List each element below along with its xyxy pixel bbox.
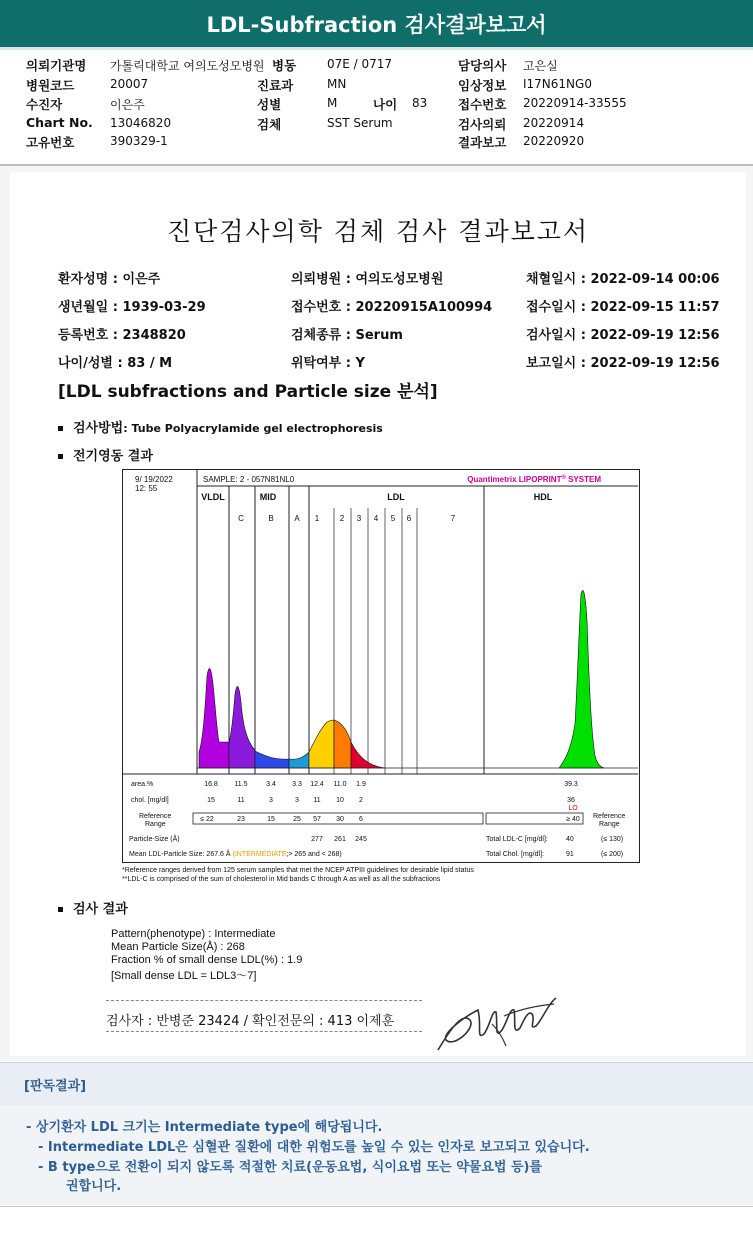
patient-field: 의뢰병원 : 여의도성모병원 [291, 272, 444, 287]
order-info [0, 52, 753, 164]
particle-size-label: Particle-Size (Å) [129, 836, 180, 843]
judgement-line: - B type으로 전환이 되지 않도록 적절한 치료(운동요법, 식이요법 또는 약물요법 등)를 [38, 1160, 543, 1175]
page-title [0, 0, 753, 50]
patient-field: 생년월일 : 1939-03-29 [58, 300, 206, 315]
chart-svg [123, 470, 639, 862]
band-label: 3 [356, 514, 362, 523]
curve-mid-c [229, 686, 255, 768]
particle-size-value: 277 [311, 836, 323, 843]
info-value: 20220914 [523, 116, 585, 130]
curve-ldl2 [334, 720, 351, 768]
band-label: 6 [406, 514, 412, 523]
info-label: 의뢰기관명 [26, 58, 87, 73]
ref-value: 25 [293, 816, 301, 823]
band-label: C [238, 514, 244, 523]
ref-label: Reference [139, 813, 172, 820]
ref-label: Range [599, 821, 620, 828]
electrophoresis-label: 전기영동 결과 [73, 449, 153, 464]
chol-value: 11 [313, 797, 321, 804]
info-label: 검사의뢰 [458, 117, 507, 132]
judgement-line: - Intermediate LDL은 심혈관 질환에 대한 위험도를 높일 수 있는 인자로 보고되고 있습니다. [38, 1140, 590, 1155]
area-value: 11.0 [333, 781, 347, 788]
total-ldl-value: 40 [566, 836, 574, 843]
method-value: : Tube Polyacrylamide gel electrophoresis [123, 422, 383, 435]
info-value: 20220920 [523, 134, 585, 148]
signature-icon [432, 990, 562, 1058]
ref-value: 6 [359, 816, 363, 823]
area-label: area.% [131, 781, 154, 788]
report-title: 진단검사의학 검체 검사 결과보고서 [166, 217, 590, 246]
total-chol-label: Total Chol. [mg/dl]: [486, 851, 544, 858]
total-chol-value: 91 [566, 851, 574, 858]
divider [106, 1031, 422, 1032]
divider [106, 1000, 422, 1001]
curve-mid-b [255, 751, 289, 768]
judgement-header [0, 1062, 753, 1106]
chol-value: 11 [237, 797, 245, 804]
group-label-hdl: HDL [533, 492, 553, 502]
info-value: I17N61NG0 [523, 77, 592, 91]
area-value: 3.3 [292, 781, 302, 788]
electrophoresis-heading [58, 445, 153, 464]
total-ldl-label: Total LDL-C [mg/dl]: [486, 836, 548, 843]
area-value: 3.4 [266, 781, 276, 788]
info-value: 07E / 0717 [327, 57, 393, 71]
method-label: 검사방법 [73, 421, 124, 436]
result-line: [Small dense LDL = LDL3～7] [111, 970, 257, 982]
total-ldl-ref: (≤ 130) [601, 836, 624, 843]
info-value: 20007 [110, 77, 149, 91]
info-value: SST Serum [327, 116, 393, 130]
patient-field: 검사일시 : 2022-09-19 12:56 [526, 328, 720, 343]
band-label: B [268, 514, 274, 523]
patient-field: 접수번호 : 20220915A100994 [291, 300, 493, 315]
chart-sample-id: SAMPLE: 2 - 057N81NL0 [203, 475, 295, 484]
bullet-icon [58, 907, 63, 912]
divider [0, 1206, 753, 1207]
ref-value: 15 [267, 816, 275, 823]
info-label: 진료과 [257, 78, 294, 93]
area-value: 12.4 [310, 781, 324, 788]
info-label: 병원코드 [26, 78, 75, 93]
total-chol-ref: (≤ 200) [601, 851, 624, 858]
chart-date: 9/ 19/2022 [135, 475, 173, 484]
info-value: 고은실 [523, 59, 558, 73]
group-label-vldl: VLDL [201, 492, 225, 502]
info-label: 나이 [373, 97, 398, 112]
chol-value: 3 [269, 797, 273, 804]
judgement-line: 권합니다. [66, 1179, 122, 1194]
band-label: 5 [390, 514, 396, 523]
mean-particle-size: Mean LDL-Particle Size: 267.6 Å (INTERMEDIATE;> 265 and < 268) [129, 851, 342, 858]
info-label: 수진자 [26, 97, 63, 112]
ref-label: Reference [593, 813, 626, 820]
patient-field: 채혈일시 : 2022-09-14 00:06 [526, 272, 720, 287]
info-value: M [327, 96, 338, 110]
ref-value: 23 [237, 816, 245, 823]
info-label: 접수번호 [458, 97, 507, 112]
band-label: 2 [339, 514, 345, 523]
info-value: 83 [412, 96, 428, 110]
info-value: 가톨릭대학교 여의도성모병원 [110, 59, 265, 73]
judgement-title: [판독결과] [24, 1079, 87, 1094]
signer-line: 검사자 : 반병준 23424 / 확인전문의 : 413 이제훈 [106, 1014, 395, 1029]
chol-value: 3 [295, 797, 299, 804]
area-value: 1.9 [356, 781, 366, 788]
curve-vldl [199, 668, 229, 768]
patient-field: 보고일시 : 2022-09-19 12:56 [526, 356, 720, 371]
area-value: 11.5 [234, 781, 248, 788]
chol-value: 15 [207, 797, 215, 804]
chart-time: 12: 55 [135, 484, 158, 493]
patient-field: 등록번호 : 2348820 [58, 328, 186, 343]
footnote: *Reference ranges derived from 125 serum samples that met the NCEP ATPIII guidelines for desirable lipid status [122, 867, 474, 874]
ref-label: Range [145, 821, 166, 828]
band-label: 4 [373, 514, 379, 523]
patient-field: 환자성명 : 이은주 [58, 272, 161, 287]
bullet-icon [58, 426, 63, 431]
method-line [58, 417, 383, 436]
footnote: **LDL-C is comprised of the sum of cholesterol in Mid bands C through A as well as all the subfractions [122, 876, 441, 883]
info-label: 임상정보 [458, 78, 507, 93]
info-label: Chart No. [26, 115, 93, 130]
judgement-line: - 상기환자 LDL 크기는 Intermediate type에 해당됩니다. [26, 1120, 383, 1135]
particle-size-value: 245 [355, 836, 367, 843]
particle-size-value: 261 [334, 836, 346, 843]
bullet-icon [58, 454, 63, 459]
result-line: Pattern(phenotype) : Intermediate [111, 928, 276, 940]
group-label-mid: MID [259, 492, 277, 502]
results-label: 검사 결과 [73, 902, 128, 917]
ref-value: 30 [336, 816, 344, 823]
area-value: 16.8 [204, 781, 218, 788]
chart-brand: Quantimetrix LIPOPRINT® SYSTEM [467, 475, 601, 484]
ref-value: ≤ 22 [200, 816, 214, 823]
page-title-text: LDL-Subfraction 검사결과보고서 [206, 12, 547, 37]
results-heading [58, 898, 128, 917]
info-label: 병동 [272, 58, 297, 73]
curve-mid-a [289, 752, 309, 768]
band-label: 1 [314, 514, 320, 523]
info-label: 담당의사 [458, 58, 507, 73]
group-label-ldl: LDL [387, 492, 405, 502]
curve-hdl [559, 590, 605, 768]
hdl-ref-value: ≥ 40 [566, 816, 580, 823]
info-value: MN [327, 77, 347, 91]
patient-field: 검체종류 : Serum [291, 328, 403, 343]
area-value: 39.3 [564, 781, 578, 788]
curve-ldl1 [309, 720, 334, 768]
result-line: Mean Particle Size(Å) : 268 [111, 941, 245, 953]
chol-value: 10 [336, 797, 344, 804]
info-label: 고유번호 [26, 135, 75, 150]
hdl-flag: LO [568, 805, 578, 812]
chol-value: 36 [567, 797, 575, 804]
judgement-panel [0, 1105, 753, 1205]
lipoprint-chart [122, 469, 640, 863]
band-label: A [294, 514, 300, 523]
patient-field: 나이/성별 : 83 / M [58, 356, 173, 371]
chol-label: chol. [mg/dl] [131, 797, 169, 804]
patient-field: 위탁여부 : Y [291, 356, 365, 371]
result-line: Fraction % of small dense LDL(%) : 1.9 [111, 954, 303, 966]
info-value: 이은주 [110, 98, 145, 112]
chol-value: 2 [359, 797, 363, 804]
ref-value: 57 [313, 816, 321, 823]
patient-field: 접수일시 : 2022-09-15 11:57 [526, 300, 720, 315]
band-label: 7 [450, 514, 456, 523]
info-value: 13046820 [110, 116, 172, 130]
info-value: 390329-1 [110, 134, 168, 148]
info-label: 검체 [257, 117, 282, 132]
info-label: 결과보고 [458, 135, 507, 150]
section-heading: [LDL subfractions and Particle size 분석] [58, 382, 438, 402]
info-value: 20220914-33555 [523, 96, 627, 110]
info-label: 성별 [257, 97, 282, 112]
